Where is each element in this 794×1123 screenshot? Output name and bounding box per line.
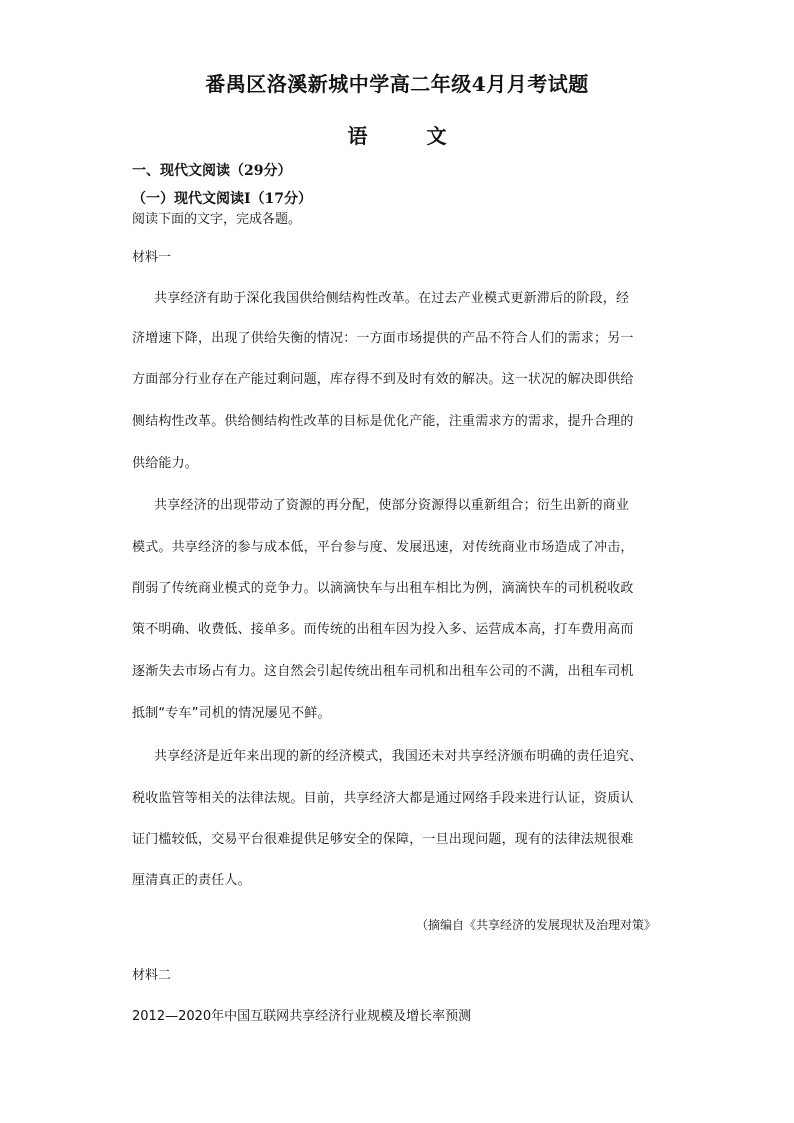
source-citation: （摘编自《共享经济的发展现状及治理对策》 [415, 918, 656, 932]
page-title: 番禺区洛溪新城中学高二年级4月月考试题 [205, 72, 589, 96]
paragraph-line: 共享经济的出现带动了资源的再分配，使部分资源得以重新组合；衍生出新的商业 [154, 498, 630, 513]
paragraph-line: 共享经济有助于深化我国供给侧结构性改革。在过去产业模式更新滞后的阶段，经 [154, 291, 630, 306]
section-heading: 一、现代文阅读（29分） [132, 163, 292, 179]
subject-title: 语 文 [347, 124, 473, 148]
paragraph-line: 济增速下降，出现了供给失衡的情况：一方面市场提供的产品不符合人们的需求；另一 [132, 331, 634, 346]
paragraph-line: 模式。共享经济的参与成本低，平台参与度、发展迅速，对传统商业市场造成了冲击， [132, 540, 634, 555]
paragraph-line: 厘清真正的责任人。 [132, 873, 251, 888]
paragraph-line: 共享经济是近年来出现的新的经济模式，我国还未对共享经济颁布明确的责任追究、 [154, 749, 643, 764]
paragraph-line: 证门槛较低，交易平台很难提供足够安全的保障，一旦出现问题，现有的法律法规很难 [132, 832, 634, 847]
paragraph-line: 策不明确、收费低、接单多。而传统的出租车因为投入多、运营成本高，打车费用高而 [132, 622, 634, 637]
paragraph-line: 抵制“专车”司机的情况屡见不鲜。 [132, 706, 331, 721]
paragraph-line: 方面部分行业存在产能过剩问题，库存得不到及时有效的解决。这一状况的解决即供给 [132, 372, 634, 387]
paragraph-line: 逐渐失去市场占有力。这自然会引起传统出租车司机和出租车公司的不满，出租车司机 [132, 664, 634, 679]
instruction-text: 阅读下面的文字，完成各题。 [132, 212, 302, 227]
paragraph-line: 税收监管等相关的法律法规。目前，共享经济大都是通过网络手段来进行认证，资质认 [132, 791, 634, 806]
paragraph-line: 供给能力。 [132, 456, 199, 471]
material-one-label: 材料一 [132, 250, 172, 265]
paragraph-line: 削弱了传统商业模式的竞争力。以滴滴快车与出租车相比为例，滴滴快车的司机税收政 [132, 581, 634, 596]
subsection-heading: （一）现代文阅读Ⅰ（17分） [132, 191, 313, 207]
chart-caption: 2012—2020年中国互联网共享经济行业规模及增长率预测 [132, 1009, 472, 1024]
paragraph-line: 侧结构性改革。供给侧结构性改革的目标是优化产能，注重需求方的需求，提升合理的 [132, 414, 634, 429]
material-two-label: 材料二 [132, 968, 172, 983]
